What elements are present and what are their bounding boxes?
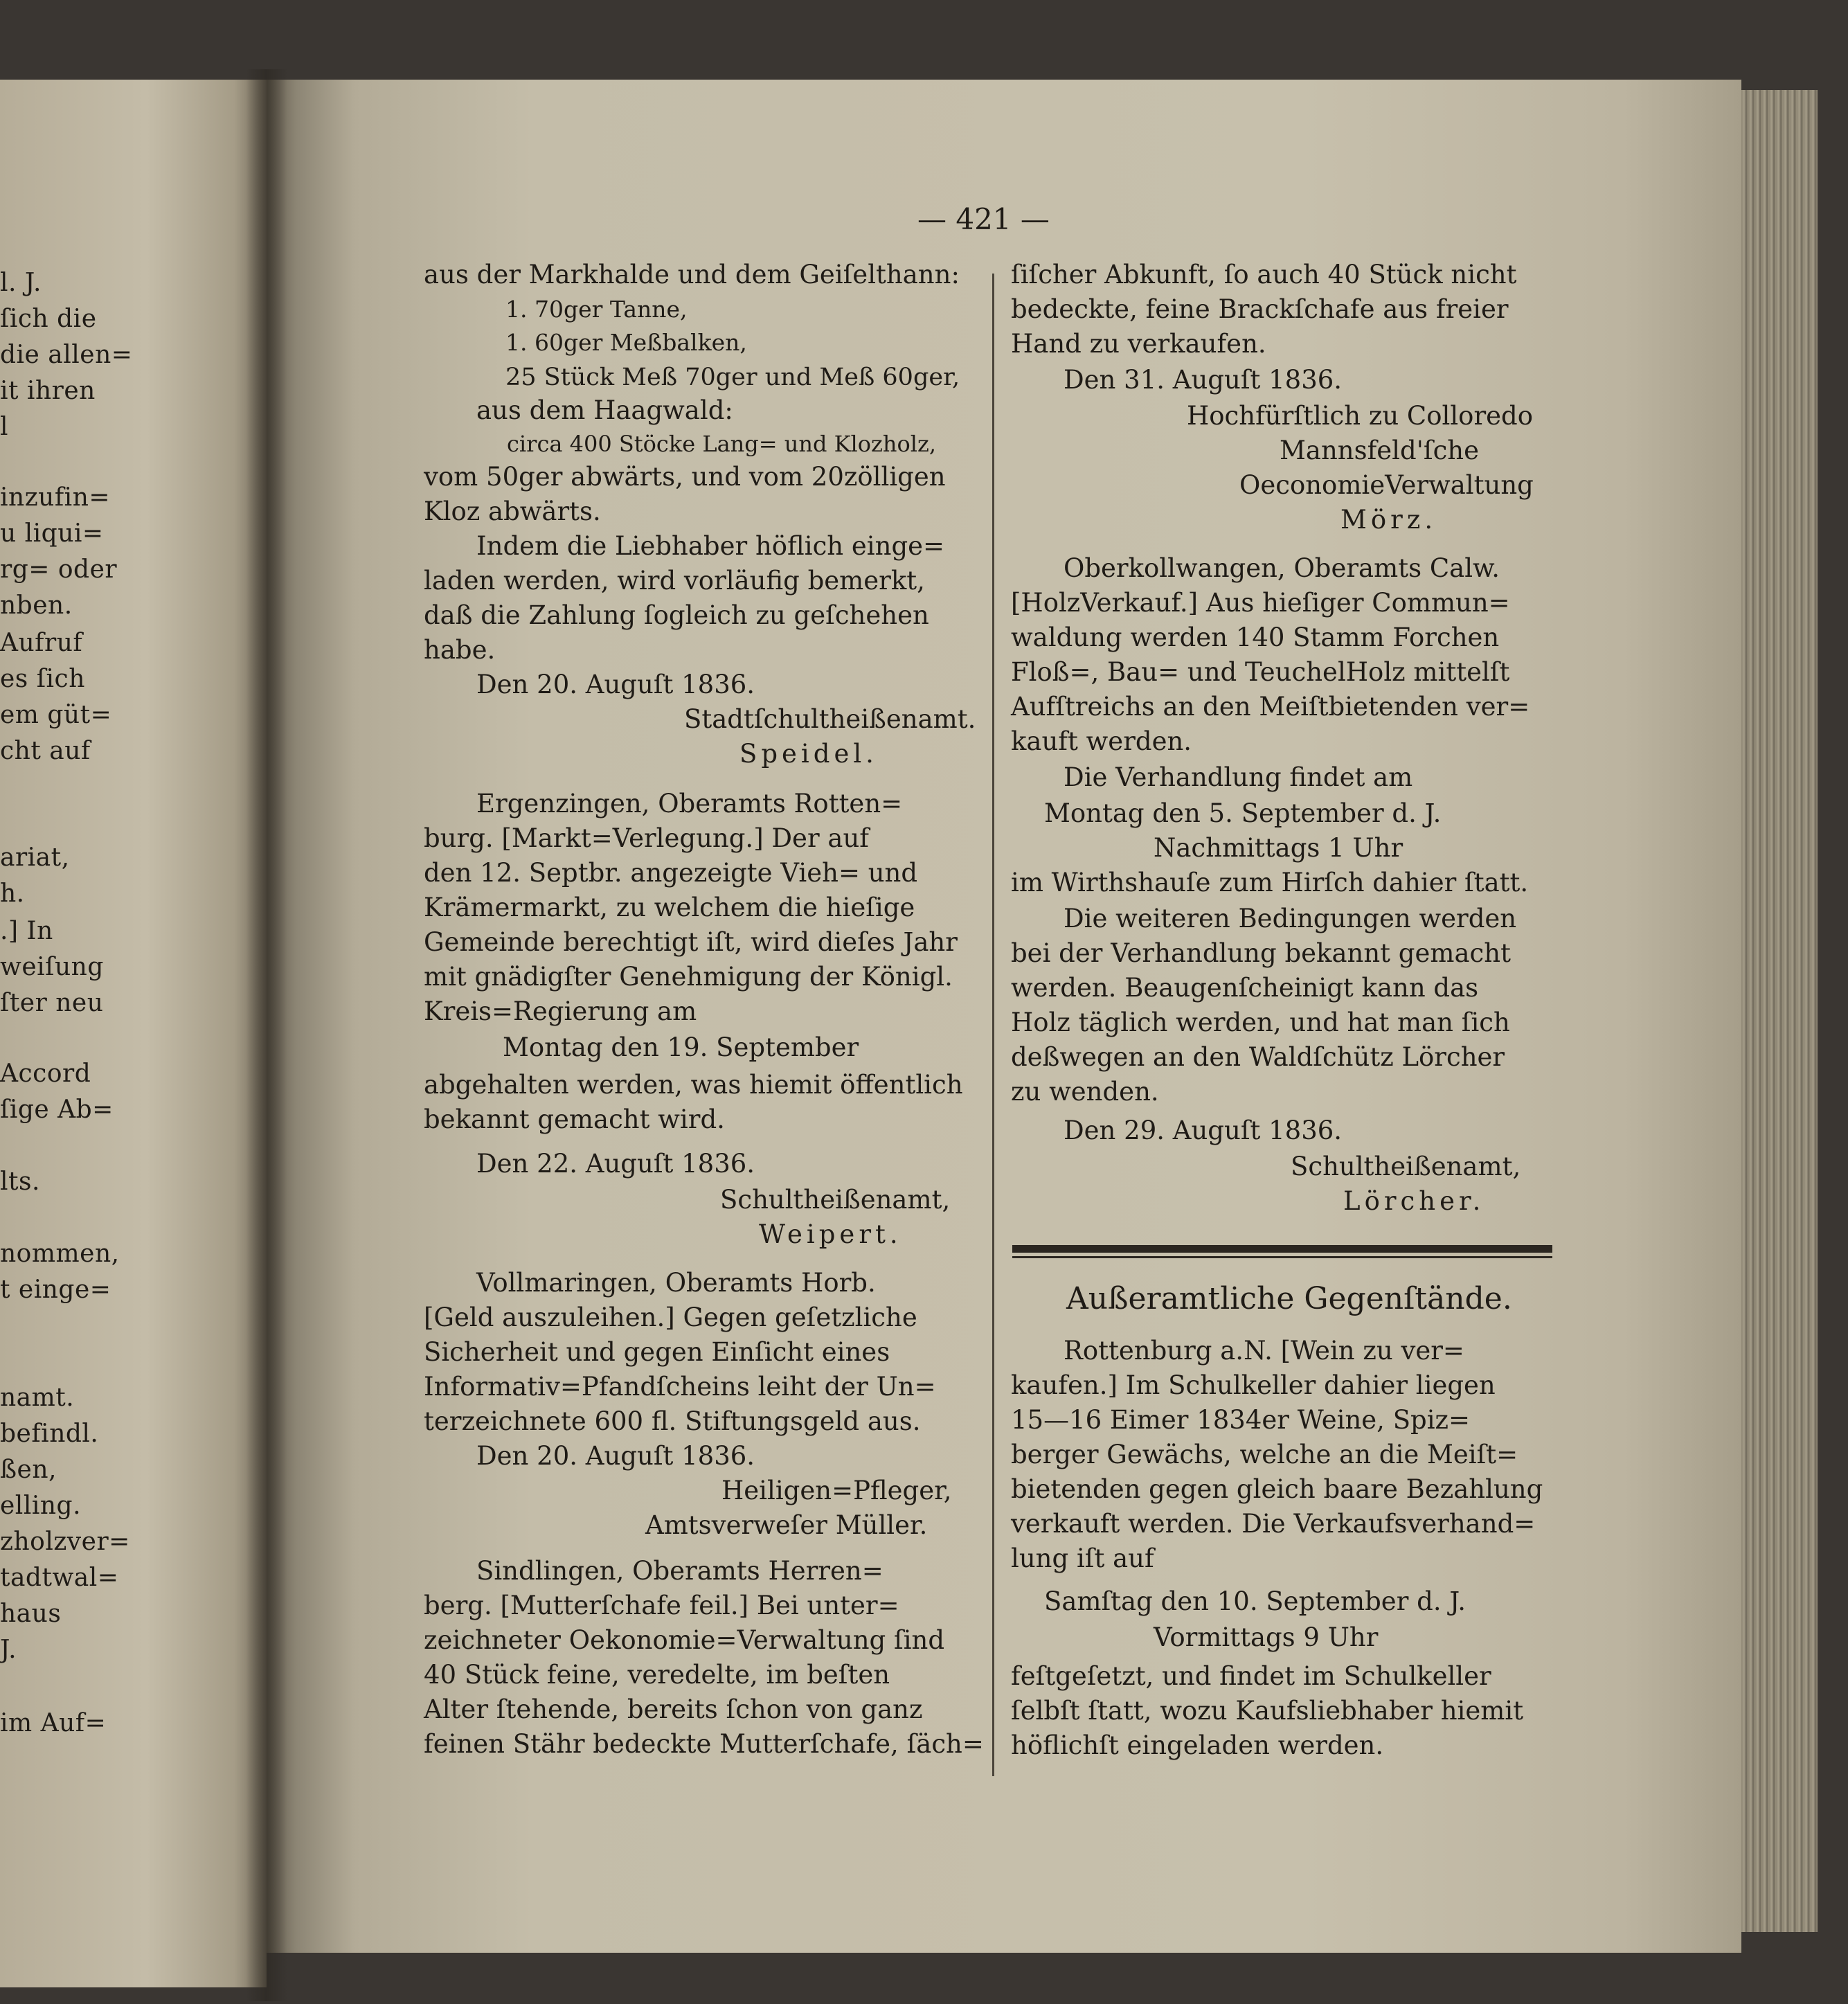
text-line: werden. Beaugenſcheinigt kann das — [1011, 973, 1479, 1003]
date-line: Den 31. Auguſt 1836. — [1064, 365, 1343, 395]
text-line: ſelbſt ſtatt, wozu Kaufsliebhaber hiemit — [1011, 1696, 1524, 1726]
left-fragment: ſter neu — [0, 989, 104, 1017]
text-line: Kreis=Regierung am — [424, 996, 697, 1026]
date-line: Den 29. Auguſt 1836. — [1064, 1116, 1343, 1145]
text-line: bedeckte, feine Brackſchafe aus freier — [1011, 294, 1509, 324]
text-line: Hand zu verkaufen. — [1011, 329, 1266, 359]
text-line: 40 Stück feine, veredelte, im beſten — [424, 1660, 890, 1690]
left-fragment: rg= oder — [0, 555, 118, 584]
left-fragment: es ſich — [0, 665, 85, 693]
text-line: feinen Stähr bedeckte Mutterſchafe, ſäch= — [424, 1729, 984, 1759]
left-fragment: nben. — [0, 591, 73, 620]
signature-line: Schultheißenamt, — [720, 1185, 951, 1215]
left-fragment: l. J. — [0, 269, 42, 297]
left-fragment: namt. — [0, 1384, 75, 1412]
text-line: vom 50ger abwärts, und vom 20zölligen — [424, 462, 946, 492]
left-fragment: .] In — [0, 917, 53, 945]
text-line: daß die Zahlung ſogleich zu geſchehen — [424, 600, 929, 630]
left-fragment: haus — [0, 1600, 62, 1628]
text-line: Oberkollwangen, Oberamts Calw. — [1064, 553, 1500, 583]
text-line: waldung werden 140 Stamm Forchen — [1011, 623, 1500, 652]
text-line: aus der Markhalde und dem Geiſelthann: — [424, 260, 960, 289]
left-fragment: ßen, — [0, 1456, 57, 1484]
text-line: deßwegen an den Waldſchütz Lörcher — [1011, 1042, 1505, 1072]
section-rule — [1012, 1245, 1552, 1253]
column-divider — [992, 274, 994, 1776]
date-line: Den 20. Auguſt 1836. — [476, 670, 755, 699]
text-line: Die weiteren Bedingungen werden — [1064, 904, 1517, 933]
left-fragment: cht auf — [0, 737, 91, 765]
text-line: [Geld auszuleihen.] Gegen geſetzliche — [424, 1303, 917, 1332]
text-line: zeichneter Oekonomie=Verwaltung ſind — [424, 1625, 945, 1655]
text-line: Rottenburg a.N. [Wein zu ver= — [1064, 1336, 1464, 1366]
text-line: Montag den 5. September d. J. — [1044, 798, 1442, 828]
left-fragment: Accord — [0, 1059, 91, 1088]
text-line: abgehalten werden, was hiemit öffentlich — [424, 1070, 963, 1100]
text-line: [HolzVerkauf.] Aus hieſiger Commun= — [1011, 588, 1510, 618]
left-fragment: lts. — [0, 1167, 40, 1196]
date-line: Den 22. Auguſt 1836. — [476, 1149, 755, 1179]
signature-line: Weipert. — [759, 1219, 902, 1249]
text-line: Sicherheit und gegen Einſicht eines — [424, 1337, 890, 1367]
text-line: zu wenden. — [1011, 1077, 1159, 1107]
text-line: burg. [Markt=Verlegung.] Der auf — [424, 823, 869, 853]
text-line: 1. 60ger Meßbalken, — [505, 329, 747, 356]
text-line: kauft werden. — [1011, 726, 1192, 756]
text-line: Vormittags 9 Uhr — [1154, 1622, 1379, 1652]
text-line: bei der Verhandlung bekannt gemacht — [1011, 938, 1511, 968]
text-line: Kloz abwärts. — [424, 496, 601, 526]
text-line: verkauft werden. Die Verkaufsverhand= — [1011, 1509, 1536, 1539]
left-fragment: die allen= — [0, 341, 133, 369]
text-line: ſiſcher Abkunft, ſo auch 40 Stück nicht — [1011, 260, 1517, 289]
text-line: 25 Stück Meß 70ger und Meß 60ger, — [505, 364, 960, 391]
text-line: Die Verhandlung findet am — [1064, 762, 1413, 792]
text-line: Ergenzingen, Oberamts Rotten= — [476, 789, 903, 818]
text-line: Floß=, Bau= und TeuchelHolz mittelſt — [1011, 657, 1510, 687]
text-line: berger Gewächs, welche an die Meiſt= — [1011, 1440, 1518, 1469]
text-line: Holz täglich werden, und hat man ſich — [1011, 1008, 1510, 1037]
text-line: 1. 70ger Tanne, — [505, 296, 688, 323]
text-line: terzeichnete 600 fl. Stiftungsgeld aus. — [424, 1406, 921, 1436]
signature-line: OeconomieVerwaltung — [1239, 470, 1534, 500]
left-fragment: weiſung — [0, 953, 104, 981]
text-line: Alter ſtehende, bereits ſchon von ganz — [424, 1694, 923, 1724]
text-line: berg. [Mutterſchafe feil.] Bei unter= — [424, 1591, 899, 1620]
text-line: Krämermarkt, zu welchem die hieſige — [424, 893, 915, 922]
left-fragment: im Auf= — [0, 1709, 107, 1737]
text-line: habe. — [424, 635, 496, 665]
text-line: Nachmittags 1 Uhr — [1154, 833, 1403, 863]
text-line: Montag den 19. September — [503, 1032, 859, 1062]
left-fragment: nommen, — [0, 1240, 120, 1268]
date-line: Den 20. Auguſt 1836. — [476, 1441, 755, 1471]
text-line: feſtgeſetzt, und findet im Schulkeller — [1011, 1661, 1491, 1691]
left-fragment: J. — [0, 1636, 17, 1664]
text-line: bietenden gegen gleich baare Bezahlung — [1011, 1474, 1543, 1504]
text-line: Samſtag den 10. September d. J. — [1044, 1586, 1466, 1616]
text-line: Informativ=Pfandſcheins leiht der Un= — [424, 1372, 936, 1402]
signature-line: Amtsverweſer Müller. — [645, 1510, 928, 1540]
section-rule-thin — [1012, 1256, 1552, 1258]
text-line: kaufen.] Im Schulkeller dahier liegen — [1011, 1370, 1496, 1400]
signature-line: Hochfürſtlich zu Colloredo — [1187, 401, 1534, 431]
signature-line: Mannsfeld'ſche — [1280, 436, 1480, 465]
left-fragment: t einge= — [0, 1276, 111, 1304]
section-heading: Außeramtliche Gegenſtände. — [1066, 1281, 1512, 1316]
text-line: bekannt gemacht wird. — [424, 1104, 725, 1134]
text-line: circa 400 Stöcke Lang= und Klozholz, — [507, 431, 937, 457]
left-fragment: h. — [0, 879, 25, 908]
signature-line: Mörz. — [1340, 505, 1437, 535]
text-line: im Wirthshauſe zum Hirſch dahier ſtatt. — [1011, 868, 1529, 897]
text-line: laden werden, wird vorläufig bemerkt, — [424, 566, 925, 596]
left-fragment: befindl. — [0, 1420, 99, 1448]
text-line: aus dem Haagwald: — [476, 395, 733, 425]
left-fragment: elling. — [0, 1492, 82, 1520]
left-fragment: zholzver= — [0, 1528, 130, 1556]
left-fragment: tadtwal= — [0, 1564, 119, 1592]
left-fragment: l — [0, 413, 9, 441]
text-line: mit gnädigſter Genehmigung der Königl. — [424, 962, 953, 992]
left-fragment: ariat, — [0, 843, 70, 872]
signature-line: Schultheißenamt, — [1291, 1152, 1521, 1181]
signature-line: Heiligen=Pfleger, — [721, 1476, 952, 1505]
page-edges — [1741, 90, 1818, 1932]
signature-line: Speidel. — [739, 739, 878, 769]
text-line: Gemeinde berechtigt iſt, wird dieſes Jahr — [424, 927, 958, 957]
text-line: lung iſt auf — [1011, 1544, 1154, 1573]
left-fragment: inzufin= — [0, 483, 111, 512]
left-page — [0, 80, 267, 1987]
left-fragment: Aufruf — [0, 629, 83, 657]
left-fragment: ſige Ab= — [0, 1095, 114, 1124]
text-line: den 12. Septbr. angezeigte Vieh= und — [424, 858, 918, 888]
signature-line: Lörcher. — [1343, 1186, 1485, 1216]
gutter-shadow — [246, 69, 287, 2001]
text-line: höflichſt eingeladen werden. — [1011, 1730, 1384, 1760]
text-line: Aufſtreichs an den Meiſtbietenden ver= — [1011, 692, 1530, 722]
text-line: Sindlingen, Oberamts Herren= — [476, 1556, 883, 1586]
text-line: Indem die Liebhaber höflich einge= — [476, 531, 945, 561]
text-line: 15—16 Eimer 1834er Weine, Spiz= — [1011, 1405, 1471, 1435]
text-line: Vollmaringen, Oberamts Horb. — [476, 1268, 876, 1298]
left-fragment: em güt= — [0, 701, 112, 729]
left-fragment: it ihren — [0, 377, 96, 405]
page-number: — 421 — — [917, 202, 1050, 236]
left-fragment: ſich die — [0, 305, 97, 333]
left-fragment: u liqui= — [0, 519, 104, 548]
signature-line: Stadtſchultheißenamt. — [684, 704, 976, 734]
